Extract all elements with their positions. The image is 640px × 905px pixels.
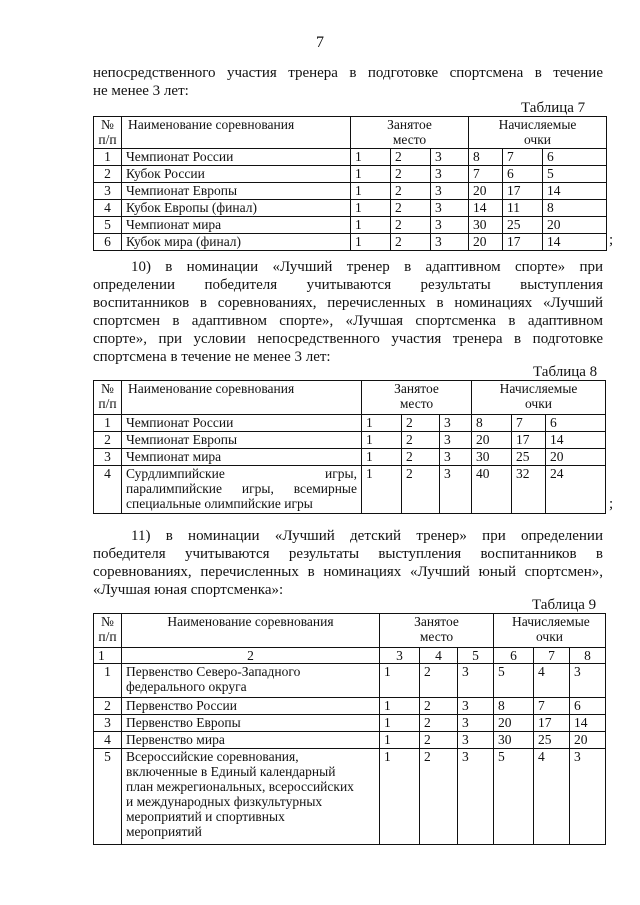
cell-column-index: 6 <box>494 648 534 664</box>
table-row <box>94 749 606 845</box>
header-num: № п/п <box>94 117 122 149</box>
cell-num: 5 <box>94 749 122 845</box>
table-row <box>94 217 607 234</box>
cell-points: 17 <box>534 715 570 732</box>
cell-place: 2 <box>391 183 431 200</box>
cell-place: 2 <box>402 415 440 432</box>
cell-num: 4 <box>94 732 122 749</box>
cell-points: 8 <box>543 200 607 217</box>
paragraph-line: спорте», при условии непосредственного участия тренера в подготовке <box>93 331 603 347</box>
header-name: Наименование соревнования <box>122 614 380 648</box>
cell-num: 1 <box>94 149 122 166</box>
table-row <box>94 715 606 732</box>
cell-points: 4 <box>534 749 570 845</box>
cell-column-index: 8 <box>570 648 606 664</box>
table-7-caption: Таблица 7 <box>521 100 586 116</box>
cell-place: 1 <box>380 664 420 698</box>
cell-points: 14 <box>469 200 503 217</box>
table-row <box>94 449 606 466</box>
cell-points: 20 <box>472 432 512 449</box>
cell-points: 17 <box>503 234 543 251</box>
header-points: Начисляемые очки <box>469 117 607 149</box>
cell-place: 3 <box>440 449 472 466</box>
table-row <box>94 664 606 698</box>
cell-place: 3 <box>440 466 472 514</box>
cell-name-line: мероприятий <box>126 824 202 839</box>
cell-name-line: Сурдлимпийские игры, <box>126 466 357 481</box>
cell-place: 3 <box>440 432 472 449</box>
cell-points: 14 <box>543 183 607 200</box>
header-points: Начисляемые очки <box>494 614 606 648</box>
cell-column-index: 7 <box>534 648 570 664</box>
cell-column-index: 3 <box>380 648 420 664</box>
cell-name: Чемпионат мира <box>122 449 362 466</box>
cell-name <box>122 466 362 514</box>
cell-points: 7 <box>503 149 543 166</box>
cell-column-index: 1 <box>94 648 122 664</box>
cell-place: 1 <box>380 732 420 749</box>
cell-place: 2 <box>402 432 440 449</box>
cell-place: 3 <box>431 149 469 166</box>
cell-name: Чемпионат Европы <box>122 432 362 449</box>
table-row <box>94 432 606 449</box>
table-9-caption: Таблица 9 <box>532 597 597 613</box>
table-row <box>94 732 606 749</box>
table-row <box>94 234 607 251</box>
cell-name: Чемпионат мира <box>122 217 351 234</box>
cell-place: 3 <box>431 200 469 217</box>
cell-name: Первенство Европы <box>122 715 380 732</box>
cell-num: 6 <box>94 234 122 251</box>
table-row <box>94 200 607 217</box>
table-row <box>94 149 607 166</box>
cell-num: 5 <box>94 217 122 234</box>
table-8-end-mark: ; <box>609 496 614 512</box>
cell-points: 30 <box>469 217 503 234</box>
cell-place: 1 <box>351 234 391 251</box>
table-row <box>94 183 607 200</box>
cell-points: 7 <box>534 698 570 715</box>
intro-line: не менее 3 лет: <box>93 83 189 99</box>
paragraph-line: победителя учитываются результаты выступления воспитанников в <box>93 546 603 562</box>
cell-points: 32 <box>512 466 546 514</box>
cell-place: 3 <box>431 183 469 200</box>
cell-points: 5 <box>494 749 534 845</box>
header-name: Наименование соревнования <box>122 381 362 415</box>
intro-line: непосредственного участия тренера в подготовке спортсмена в течение <box>93 65 603 81</box>
cell-points: 20 <box>494 715 534 732</box>
cell-points: 40 <box>472 466 512 514</box>
cell-name: Чемпионат Европы <box>122 183 351 200</box>
paragraph-10 <box>93 258 603 366</box>
paragraph-line: определении победителя учитываются результаты выступления <box>93 277 603 293</box>
cell-points: 17 <box>503 183 543 200</box>
cell-points: 7 <box>512 415 546 432</box>
cell-place: 1 <box>351 217 391 234</box>
cell-points: 8 <box>469 149 503 166</box>
cell-place: 2 <box>391 200 431 217</box>
cell-points: 25 <box>512 449 546 466</box>
cell-place: 2 <box>420 749 458 845</box>
table-8-caption: Таблица 8 <box>533 364 598 380</box>
cell-place: 2 <box>391 217 431 234</box>
table-9 <box>93 613 606 845</box>
cell-name-line: мероприятий и спортивных <box>126 809 285 824</box>
cell-name-line: федерального округа <box>126 679 247 694</box>
page-number: 7 <box>316 34 324 51</box>
cell-place: 1 <box>362 449 402 466</box>
cell-num: 4 <box>94 466 122 514</box>
header-place: Занятое место <box>351 117 469 149</box>
cell-place: 3 <box>458 732 494 749</box>
table-row <box>94 466 606 514</box>
cell-place: 3 <box>431 166 469 183</box>
cell-place: 1 <box>380 749 420 845</box>
cell-name-line: специальные олимпийские игры <box>126 496 313 511</box>
cell-num: 3 <box>94 449 122 466</box>
cell-name: Первенство России <box>122 698 380 715</box>
cell-name-line: паралимпийские игры, всемирные <box>126 481 357 496</box>
cell-place: 3 <box>431 234 469 251</box>
cell-place: 1 <box>351 166 391 183</box>
cell-place: 2 <box>391 166 431 183</box>
cell-place: 1 <box>351 149 391 166</box>
cell-place: 2 <box>420 715 458 732</box>
cell-points: 20 <box>469 234 503 251</box>
cell-name-line: Всероссийские соревнования, <box>126 749 299 764</box>
cell-column-index: 4 <box>420 648 458 664</box>
paragraph-line: спортсмена в течение не менее 3 лет: <box>93 349 331 365</box>
cell-place: 1 <box>380 715 420 732</box>
intro-paragraph <box>93 64 603 100</box>
cell-place: 1 <box>362 432 402 449</box>
cell-name <box>122 749 380 845</box>
cell-name: Кубок Европы (финал) <box>122 200 351 217</box>
header-place: Занятое место <box>362 381 472 415</box>
cell-place: 2 <box>402 466 440 514</box>
cell-place: 1 <box>380 698 420 715</box>
cell-place: 1 <box>351 200 391 217</box>
paragraph-line: воспитанников в соревнованиях, перечисленных в номинациях «Лучший <box>93 295 603 311</box>
cell-place: 2 <box>420 664 458 698</box>
paragraph-11 <box>93 527 603 599</box>
cell-num: 1 <box>94 664 122 698</box>
header-points: Начисляемые очки <box>472 381 606 415</box>
table-row <box>94 166 607 183</box>
cell-place: 1 <box>351 183 391 200</box>
cell-num: 2 <box>94 166 122 183</box>
paragraph-line: спортсмен в адаптивном спорте», «Лучшая спортсменка в адаптивном <box>93 313 603 329</box>
cell-name-line: включенные в Единый календарный <box>126 764 336 779</box>
cell-points: 8 <box>494 698 534 715</box>
cell-points: 14 <box>570 715 606 732</box>
cell-place: 3 <box>458 749 494 845</box>
cell-num: 4 <box>94 200 122 217</box>
cell-points: 6 <box>503 166 543 183</box>
header-place: Занятое место <box>380 614 494 648</box>
cell-points: 25 <box>503 217 543 234</box>
cell-name: Кубок России <box>122 166 351 183</box>
cell-name-line: Первенство Северо-Западного <box>126 664 301 679</box>
header-num: № п/п <box>94 614 122 648</box>
cell-place: 2 <box>391 234 431 251</box>
cell-name: Кубок мира (финал) <box>122 234 351 251</box>
table-7 <box>93 116 607 251</box>
cell-place: 2 <box>420 698 458 715</box>
cell-name-line: и международных физкультурных <box>126 794 323 809</box>
cell-points: 20 <box>570 732 606 749</box>
cell-points: 7 <box>469 166 503 183</box>
cell-column-index: 2 <box>122 648 380 664</box>
cell-name: Чемпионат России <box>122 415 362 432</box>
cell-num: 1 <box>94 415 122 432</box>
cell-place: 2 <box>402 449 440 466</box>
cell-name-line: план межрегиональных, всероссийских <box>126 779 354 794</box>
cell-points: 6 <box>570 698 606 715</box>
cell-place: 3 <box>458 664 494 698</box>
cell-name: Чемпионат России <box>122 149 351 166</box>
cell-points: 20 <box>546 449 606 466</box>
paragraph-line: соревнованиях, перечисленных в номинациях «Лучший юный спортсмен», <box>93 564 603 580</box>
table-row <box>94 698 606 715</box>
cell-num: 2 <box>94 432 122 449</box>
header-name: Наименование соревнования <box>122 117 351 149</box>
cell-points: 6 <box>546 415 606 432</box>
cell-place: 1 <box>362 415 402 432</box>
cell-column-index: 5 <box>458 648 494 664</box>
cell-points: 17 <box>512 432 546 449</box>
cell-points: 30 <box>472 449 512 466</box>
header-num: № п/п <box>94 381 122 415</box>
cell-place: 2 <box>420 732 458 749</box>
cell-place: 3 <box>440 415 472 432</box>
cell-points: 11 <box>503 200 543 217</box>
table-8 <box>93 380 606 514</box>
paragraph-line: 11) в номинации «Лучший детский тренер» при определении <box>131 528 603 544</box>
cell-points: 20 <box>469 183 503 200</box>
cell-points: 14 <box>546 432 606 449</box>
cell-points: 5 <box>494 664 534 698</box>
cell-num: 3 <box>94 183 122 200</box>
paragraph-line: 10) в номинации «Лучший тренер в адаптивном спорте» при <box>131 259 603 275</box>
cell-num: 2 <box>94 698 122 715</box>
paragraph-line: «Лучшая юная спортсменка»: <box>93 582 284 598</box>
cell-name <box>122 664 380 698</box>
cell-points: 14 <box>543 234 607 251</box>
cell-points: 6 <box>543 149 607 166</box>
cell-num: 3 <box>94 715 122 732</box>
cell-place: 3 <box>458 698 494 715</box>
cell-place: 1 <box>362 466 402 514</box>
cell-name: Первенство мира <box>122 732 380 749</box>
cell-points: 5 <box>543 166 607 183</box>
cell-points: 3 <box>570 749 606 845</box>
cell-points: 4 <box>534 664 570 698</box>
cell-points: 24 <box>546 466 606 514</box>
cell-points: 20 <box>543 217 607 234</box>
cell-place: 3 <box>431 217 469 234</box>
table-7-end-mark: ; <box>609 232 614 248</box>
cell-points: 3 <box>570 664 606 698</box>
cell-points: 8 <box>472 415 512 432</box>
cell-points: 25 <box>534 732 570 749</box>
cell-place: 2 <box>391 149 431 166</box>
table-row <box>94 415 606 432</box>
cell-place: 3 <box>458 715 494 732</box>
cell-points: 30 <box>494 732 534 749</box>
